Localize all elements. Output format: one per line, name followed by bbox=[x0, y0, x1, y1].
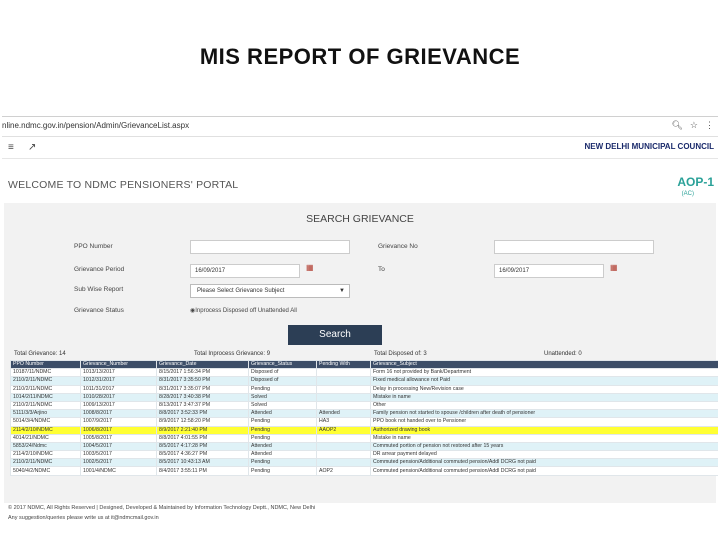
table-row[interactable] bbox=[11, 385, 719, 393]
table-body bbox=[11, 369, 719, 475]
table-cell bbox=[317, 369, 371, 377]
table-cell[interactable]: 1011/31/2017 bbox=[81, 385, 157, 393]
table-cell: 2114/2/10/NDMC bbox=[11, 451, 81, 459]
table-cell bbox=[317, 393, 371, 401]
table-cell: 2110/2/11/NDMC bbox=[11, 385, 81, 393]
table-cell: Attended bbox=[249, 451, 317, 459]
table-cell: 8/15/2017 1:56:34 PM bbox=[157, 369, 249, 377]
from-date-input[interactable]: 16/09/2017 bbox=[190, 264, 300, 278]
table-cell: 8/5/2017 4:17:28 PM bbox=[157, 442, 249, 450]
grievance-table bbox=[10, 360, 718, 476]
table-cell: 4014/21/NDMC bbox=[11, 434, 81, 442]
table-cell: 8/9/2017 2:21:40 PM bbox=[157, 426, 249, 434]
table-cell: 10187/11/NDMC bbox=[11, 369, 81, 377]
star-icon[interactable]: ☆ bbox=[689, 120, 698, 130]
table-cell: Authorized drawing book bbox=[371, 426, 719, 434]
table-row[interactable] bbox=[11, 369, 719, 377]
table-cell: 2110/2/11/NDMC bbox=[11, 401, 81, 409]
table-row[interactable] bbox=[11, 442, 719, 450]
table-cell: DR arrear payment delayed bbox=[371, 451, 719, 459]
table-cell: Attended bbox=[249, 442, 317, 450]
search-icon[interactable]: 🔍︎ bbox=[671, 120, 683, 130]
search-title: SEARCH GRIEVANCE bbox=[306, 213, 414, 225]
ppo-input[interactable] bbox=[190, 240, 350, 254]
table-cell bbox=[317, 385, 371, 393]
table-row[interactable] bbox=[11, 377, 719, 385]
chevron-down-icon: ▼ bbox=[339, 288, 345, 294]
to-label: To bbox=[378, 266, 385, 273]
table-cell: 5853/24/Ndmc bbox=[11, 442, 81, 450]
table-row[interactable] bbox=[11, 410, 719, 418]
table-cell: 8/5/2017 10:43:13 AM bbox=[157, 459, 249, 467]
subject-label: Sub Wise Report bbox=[74, 286, 124, 293]
app-topbar bbox=[2, 137, 718, 159]
subject-select-value: Please Select Grievance Subject bbox=[197, 288, 285, 294]
table-cell: 8/5/2017 4:36:27 PM bbox=[157, 451, 249, 459]
table-row[interactable] bbox=[11, 401, 719, 409]
browser-icons bbox=[671, 120, 714, 131]
grievance-no-input[interactable] bbox=[494, 240, 654, 254]
table-cell: Pending bbox=[249, 434, 317, 442]
table-cell: Solved bbox=[249, 393, 317, 401]
total-unattended: Unattended: 0 bbox=[544, 351, 582, 357]
table-row[interactable] bbox=[11, 418, 719, 426]
table-cell: Pending bbox=[249, 459, 317, 467]
column-header[interactable]: PPO Number bbox=[11, 361, 81, 369]
table-cell: 5014/3/4/NDMC bbox=[11, 418, 81, 426]
table-cell bbox=[317, 377, 371, 385]
hamburger-menu-icon[interactable]: ≡ bbox=[8, 142, 14, 153]
table-cell: 1014/2/11/NDMC bbox=[11, 393, 81, 401]
table-cell: 8/8/2017 4:01:55 PM bbox=[157, 434, 249, 442]
welcome-bar bbox=[2, 169, 718, 199]
table-cell[interactable]: 1012/31/2017 bbox=[81, 377, 157, 385]
table-cell: Other bbox=[371, 401, 719, 409]
table-cell[interactable]: 1004/5/2017 bbox=[81, 442, 157, 450]
copyright-text: © 2017 NDMC, All Rights Reserved | Designed, Developed & Maintained by Information Technology Deptt., NDMC, New Delhi bbox=[8, 505, 316, 511]
column-header[interactable]: Grievance_Subject bbox=[371, 361, 719, 369]
column-header[interactable]: Pending With bbox=[317, 361, 371, 369]
table-cell: Commuted portion of pension not restored after 15 years bbox=[371, 442, 719, 450]
table-row[interactable] bbox=[11, 434, 719, 442]
table-header-row bbox=[11, 361, 719, 369]
table-cell: AOP2 bbox=[317, 467, 371, 475]
table-cell[interactable]: 1009/13/2017 bbox=[81, 401, 157, 409]
role-label: AOP-1 bbox=[677, 175, 714, 189]
table-cell: 8/9/2017 12:58:20 PM bbox=[157, 418, 249, 426]
table-cell[interactable]: 1005/8/2017 bbox=[81, 434, 157, 442]
calendar-icon[interactable]: ▦ bbox=[610, 263, 618, 272]
table-cell[interactable]: 1008/8/2017 bbox=[81, 410, 157, 418]
radio-icon: ◉ bbox=[190, 308, 196, 314]
table-cell: Family pension not started to spouse /children after death of pensioner bbox=[371, 410, 719, 418]
table-cell: Attended bbox=[249, 410, 317, 418]
table-cell: Delay in processing New/Revision case bbox=[371, 385, 719, 393]
role-sub-label: (AC) bbox=[681, 191, 694, 197]
table-row[interactable] bbox=[11, 451, 719, 459]
total-grievance: Total Grievance: 14 bbox=[14, 351, 66, 357]
table-cell: Pending bbox=[249, 418, 317, 426]
table-cell[interactable]: 1001/4/NDMC bbox=[81, 467, 157, 475]
table-cell: Mistake in name bbox=[371, 434, 719, 442]
table-cell bbox=[317, 401, 371, 409]
totals-row bbox=[4, 351, 716, 360]
contact-text: Any suggestion/queries please write us at it@ndmcmail.gov.in bbox=[8, 515, 159, 521]
table-cell: Solved bbox=[249, 401, 317, 409]
table-cell: Pending bbox=[249, 385, 317, 393]
screenshot bbox=[2, 116, 718, 526]
table-cell[interactable]: 1010/28/2017 bbox=[81, 393, 157, 401]
table-cell: Mistake in name bbox=[371, 393, 719, 401]
table-cell bbox=[317, 451, 371, 459]
org-name: NEW DELHI MUNICIPAL COUNCIL bbox=[584, 142, 714, 151]
table-cell: Pending bbox=[249, 467, 317, 475]
status-options: Inprocess Disposed off Unattended All bbox=[195, 308, 297, 314]
table-cell: 8/31/2017 3:35:07 PM bbox=[157, 385, 249, 393]
table-cell: HA3 bbox=[317, 418, 371, 426]
table-cell: 8/4/2017 3:55:11 PM bbox=[157, 467, 249, 475]
status-radio-group[interactable] bbox=[190, 307, 297, 314]
column-header[interactable]: Grievance_Status bbox=[249, 361, 317, 369]
table-cell: 5111/3/3/Arjino bbox=[11, 410, 81, 418]
ppo-label: PPO Number bbox=[74, 243, 113, 250]
table-cell[interactable]: 1007/9/2017 bbox=[81, 418, 157, 426]
table-cell: 2110/2/11/NDMC bbox=[11, 459, 81, 467]
table-row[interactable] bbox=[11, 426, 719, 434]
column-header[interactable]: Grievance_Date bbox=[157, 361, 249, 369]
search-panel bbox=[4, 203, 716, 503]
table-cell[interactable]: 1003/5/2017 bbox=[81, 451, 157, 459]
collapse-icon[interactable]: ↗ bbox=[28, 142, 37, 153]
table-cell[interactable]: 1002/5/2017 bbox=[81, 459, 157, 467]
total-inprocess: Total Inprocess Grievance: 9 bbox=[194, 351, 271, 357]
period-label: Grievance Period bbox=[74, 266, 125, 273]
table-cell: 8/31/2017 3:35:50 PM bbox=[157, 377, 249, 385]
table-cell bbox=[317, 434, 371, 442]
table-cell: Form 16 not provided by Bank/Department bbox=[371, 369, 719, 377]
table-cell: PPO book not handed over to Pensioner bbox=[371, 418, 719, 426]
table-cell: Attended bbox=[317, 410, 371, 418]
table-cell: 2114/2/10/NDMC bbox=[11, 426, 81, 434]
calendar-icon[interactable]: ▦ bbox=[306, 263, 314, 272]
url-text[interactable]: nline.ndmc.gov.in/pension/Admin/GrievanceList.aspx bbox=[2, 121, 190, 130]
table-cell[interactable]: 1013/13/2017 bbox=[81, 369, 157, 377]
table-cell: AAOP2 bbox=[317, 426, 371, 434]
to-date-input[interactable]: 16/09/2017 bbox=[494, 264, 604, 278]
table-row[interactable] bbox=[11, 393, 719, 401]
column-header[interactable]: Grievance_Number bbox=[81, 361, 157, 369]
search-button[interactable]: Search bbox=[288, 325, 382, 345]
table-cell: Commuted pension/Additional commuted pension/Addl DCRG not paid bbox=[371, 467, 719, 475]
browser-address-bar[interactable] bbox=[2, 117, 718, 137]
table-cell: 5040/4/2/NDMC bbox=[11, 467, 81, 475]
table-row[interactable] bbox=[11, 459, 719, 467]
slide-title: MIS REPORT OF GRIEVANCE bbox=[199, 44, 521, 69]
table-cell: Pending bbox=[249, 426, 317, 434]
table-cell bbox=[317, 459, 371, 467]
subject-select[interactable] bbox=[190, 284, 350, 298]
table-cell: 8/8/2017 3:52:33 PM bbox=[157, 410, 249, 418]
menu-dots-icon[interactable]: ⋮ bbox=[705, 120, 714, 130]
table-cell: 8/13/2017 3:47:37 PM bbox=[157, 401, 249, 409]
status-label: Grievance Status bbox=[74, 307, 124, 314]
table-row[interactable] bbox=[11, 467, 719, 475]
total-disposed: Total Disposed of: 3 bbox=[374, 351, 427, 357]
table-cell: Disposed of bbox=[249, 369, 317, 377]
table-cell: Disposed of bbox=[249, 377, 317, 385]
table-cell: 2110/2/11/NDMC bbox=[11, 377, 81, 385]
table-cell: 8/28/2017 3:40:38 PM bbox=[157, 393, 249, 401]
grievance-no-label: Grievance No bbox=[378, 243, 418, 250]
table-cell: Commuted pension/Additional commuted pension/Addl DCRG not paid bbox=[371, 459, 719, 467]
table-cell[interactable]: 1006/8/2017 bbox=[81, 426, 157, 434]
table-cell bbox=[317, 442, 371, 450]
welcome-text: WELCOME TO NDMC PENSIONERS' PORTAL bbox=[8, 179, 239, 191]
table-cell: Fixed medical allowance not Paid bbox=[371, 377, 719, 385]
